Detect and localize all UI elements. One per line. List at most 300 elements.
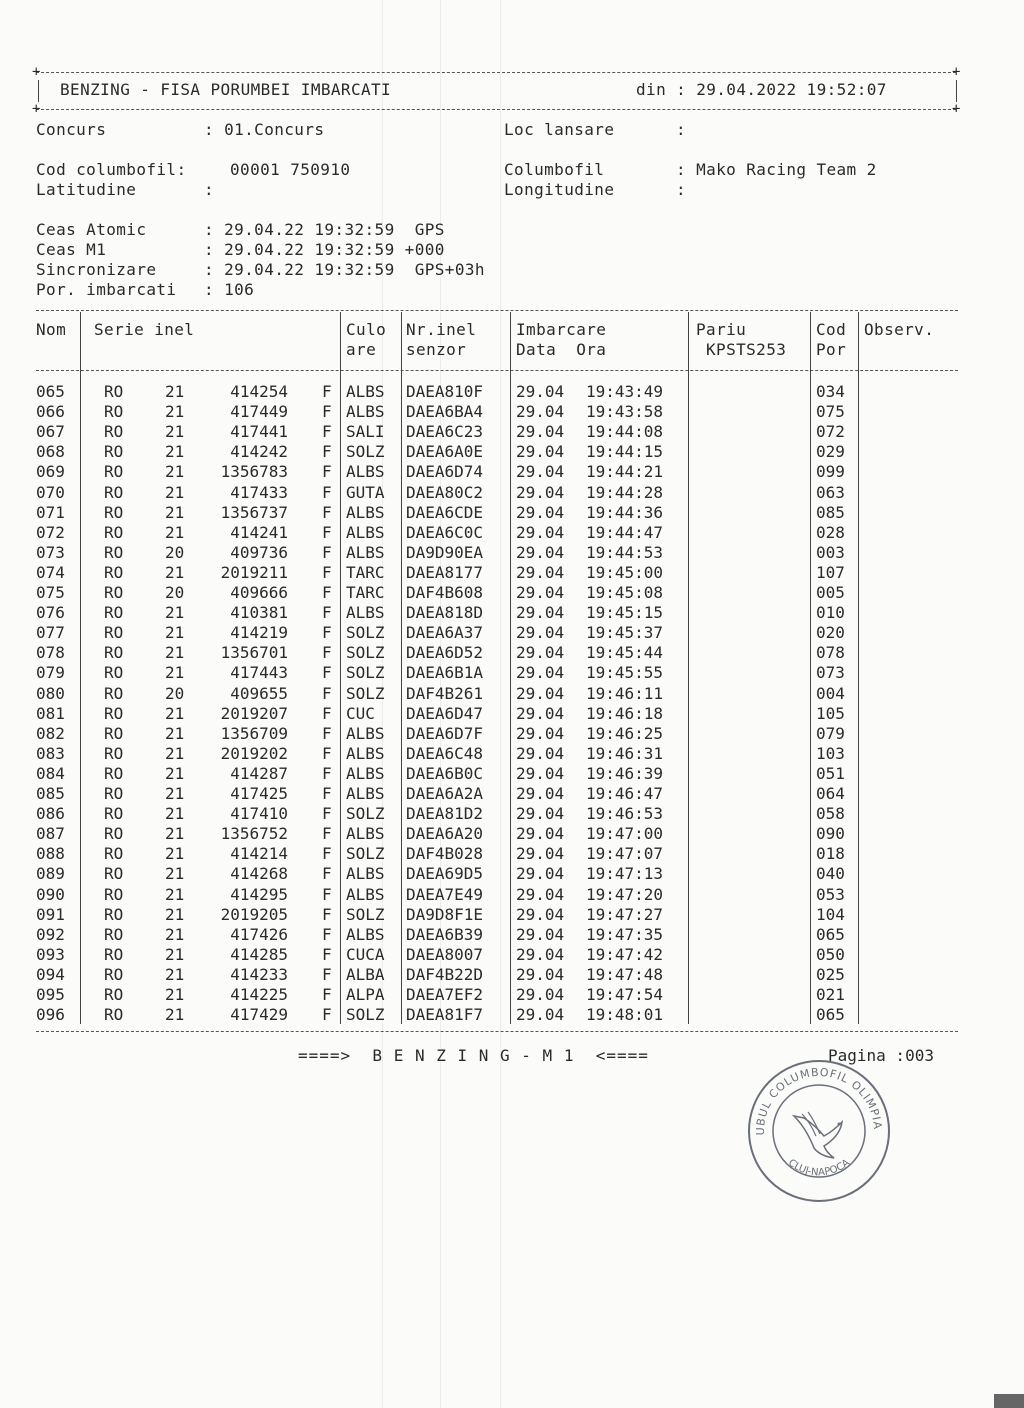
cell-inel: 417433 — [230, 482, 288, 502]
cell-culoare: SOLZ — [346, 663, 385, 683]
cell-senzor: DAEA6C48 — [406, 743, 484, 763]
cell-sex: F — [322, 743, 332, 763]
cell-ora: 19:46:25 — [586, 723, 664, 743]
cell-culoare: SOLZ — [346, 844, 385, 864]
cod-columbofil-label: Cod columbofil: — [36, 160, 187, 179]
cell-tara: RO — [104, 904, 124, 924]
cell-cod-por: 028 — [816, 522, 845, 542]
cell-data: 29.04 — [516, 422, 565, 442]
cell-an: 20 — [165, 683, 185, 703]
concurs-value: : 01.Concurs — [204, 120, 325, 139]
cell-an: 21 — [165, 462, 185, 482]
cell-senzor: DAEA8007 — [406, 944, 484, 964]
cell-tara: RO — [104, 583, 124, 602]
cell-inel: 409736 — [230, 542, 288, 562]
cell-tara: RO — [104, 382, 124, 401]
cell-nom: 092 — [36, 924, 65, 944]
cell-sex: F — [322, 603, 332, 623]
cell-data: 29.04 — [516, 663, 565, 683]
cell-nom: 091 — [36, 904, 65, 924]
ceas-atomic-label: Ceas Atomic — [36, 220, 147, 239]
cell-cod-por: 064 — [816, 784, 845, 803]
cell-sex: F — [322, 502, 332, 522]
cell-culoare: ALBS — [346, 502, 385, 522]
cell-cod-por: 004 — [816, 683, 845, 703]
cell-inel: 414214 — [230, 844, 288, 864]
cell-tara: RO — [104, 924, 124, 944]
table-row — [0, 925, 1024, 945]
cell-inel: 414225 — [230, 985, 288, 1004]
cell-inel: 1356701 — [220, 643, 288, 663]
col-header-nr-inel: Nr.inel — [406, 320, 477, 339]
cell-sex: F — [322, 763, 332, 783]
cell-culoare: ALBS — [346, 603, 385, 623]
svg-text:CLUJ-NAPOCA — [786, 1157, 852, 1178]
cell-ora: 19:44:08 — [586, 422, 664, 442]
cell-nom: 090 — [36, 884, 65, 904]
cell-culoare: ALBS — [346, 743, 385, 763]
cell-an: 21 — [165, 824, 185, 844]
cell-inel: 414285 — [230, 944, 288, 964]
cell-culoare: TARC — [346, 583, 385, 602]
cell-sex: F — [322, 522, 332, 542]
cell-tara: RO — [104, 804, 124, 824]
cell-senzor: DAEA81D2 — [406, 804, 484, 824]
cell-nom: 078 — [36, 643, 65, 663]
cell-an: 20 — [165, 542, 185, 562]
cell-tara: RO — [104, 663, 124, 683]
cell-tara: RO — [104, 763, 124, 783]
cell-inel: 409655 — [230, 683, 288, 703]
cell-sex: F — [322, 542, 332, 562]
cell-tara: RO — [104, 562, 124, 582]
cell-data: 29.04 — [516, 763, 565, 783]
cell-culoare: SALI — [346, 422, 385, 442]
cell-data: 29.04 — [516, 924, 565, 944]
cell-tara: RO — [104, 944, 124, 964]
table-row — [0, 724, 1024, 744]
cell-data: 29.04 — [516, 683, 565, 703]
table-row — [0, 844, 1024, 864]
cell-tara: RO — [104, 442, 124, 462]
cell-data: 29.04 — [516, 442, 565, 462]
cell-data: 29.04 — [516, 382, 565, 401]
cell-cod-por: 051 — [816, 763, 845, 783]
cell-an: 21 — [165, 502, 185, 522]
cell-ora: 19:46:47 — [586, 784, 664, 803]
cell-cod-por: 063 — [816, 482, 845, 502]
table-row — [0, 543, 1024, 563]
cell-an: 21 — [165, 743, 185, 763]
cell-nom: 070 — [36, 482, 65, 502]
cell-nom: 089 — [36, 864, 65, 884]
cell-nom: 083 — [36, 743, 65, 763]
cell-tara: RO — [104, 643, 124, 663]
cell-ora: 19:46:11 — [586, 683, 664, 703]
cell-ora: 19:45:15 — [586, 603, 664, 623]
cell-inel: 2019202 — [220, 743, 288, 763]
cell-an: 21 — [165, 1005, 185, 1025]
cell-cod-por: 029 — [816, 442, 845, 462]
cell-nom: 066 — [36, 402, 65, 422]
cell-an: 21 — [165, 985, 185, 1004]
cell-nom: 069 — [36, 462, 65, 482]
cell-senzor: DA9D90EA — [406, 542, 484, 562]
cell-data: 29.04 — [516, 643, 565, 663]
header-bottom-rule — [36, 109, 956, 110]
table-row — [0, 382, 1024, 402]
cell-nom: 081 — [36, 703, 65, 723]
sincronizare-value: : 29.04.22 19:32:59 GPS+03h — [204, 260, 485, 279]
cell-ora: 19:47:00 — [586, 824, 664, 844]
footer-banner: ====> B E N Z I N G - M 1 <==== — [298, 1046, 649, 1065]
cell-nom: 072 — [36, 522, 65, 542]
latitudine-label: Latitudine — [36, 180, 137, 199]
cell-senzor: DAEA6B0C — [406, 763, 484, 783]
cell-inel: 414268 — [230, 864, 288, 884]
cell-sex: F — [322, 784, 332, 803]
cell-data: 29.04 — [516, 462, 565, 482]
table-row — [0, 523, 1024, 543]
table-row — [0, 643, 1024, 663]
cell-nom: 080 — [36, 683, 65, 703]
table-row — [0, 804, 1024, 824]
cell-culoare: SOLZ — [346, 683, 385, 703]
cell-an: 21 — [165, 623, 185, 643]
cell-data: 29.04 — [516, 844, 565, 864]
cell-sex: F — [322, 804, 332, 824]
page-number: Pagina :003 — [828, 1046, 934, 1065]
cell-ora: 19:44:36 — [586, 502, 664, 522]
cell-cod-por: 020 — [816, 623, 845, 643]
table-row — [0, 885, 1024, 905]
cell-sex: F — [322, 904, 332, 924]
cell-cod-por: 073 — [816, 663, 845, 683]
table-row — [0, 824, 1024, 844]
cell-nom: 073 — [36, 542, 65, 562]
cell-sex: F — [322, 703, 332, 723]
cell-sex: F — [322, 844, 332, 864]
cell-senzor: DAEA6A2A — [406, 784, 484, 803]
ceas-atomic-value: : 29.04.22 19:32:59 GPS — [204, 220, 445, 239]
cell-culoare: GUTA — [346, 482, 385, 502]
cell-data: 29.04 — [516, 784, 565, 803]
scan-corner-mark — [994, 1394, 1024, 1408]
svg-text:CLUBUL COLUMBOFIL OLIMPIA 04 — [744, 1056, 884, 1135]
cell-ora: 19:47:54 — [586, 985, 664, 1004]
cell-cod-por: 085 — [816, 502, 845, 522]
cell-an: 21 — [165, 422, 185, 442]
sincronizare-label: Sincronizare — [36, 260, 157, 279]
cell-ora: 19:47:48 — [586, 964, 664, 984]
cell-cod-por: 065 — [816, 1005, 845, 1025]
cell-sex: F — [322, 944, 332, 964]
cell-ora: 19:44:15 — [586, 442, 664, 462]
cell-inel: 417429 — [230, 1005, 288, 1025]
cell-culoare: ALBS — [346, 522, 385, 542]
table-row — [0, 1005, 1024, 1025]
concurs-label: Concurs — [36, 120, 107, 139]
cell-an: 21 — [165, 522, 185, 542]
col-header-data-ora: Data Ora — [516, 340, 607, 359]
cell-ora: 19:47:20 — [586, 884, 664, 904]
cell-inel: 414241 — [230, 522, 288, 542]
cell-nom: 088 — [36, 844, 65, 864]
stamp-seal-icon — [744, 1056, 894, 1206]
cell-data: 29.04 — [516, 884, 565, 904]
cell-culoare: SOLZ — [346, 643, 385, 663]
cell-cod-por: 034 — [816, 382, 845, 401]
cell-data: 29.04 — [516, 583, 565, 602]
cell-tara: RO — [104, 1005, 124, 1025]
cell-inel: 417449 — [230, 402, 288, 422]
table-row — [0, 744, 1024, 764]
table-row — [0, 663, 1024, 683]
club-stamp — [744, 1056, 894, 1206]
cell-culoare: ALBS — [346, 382, 385, 401]
cell-senzor: DAEA6B1A — [406, 663, 484, 683]
cell-inel: 417441 — [230, 422, 288, 442]
cell-nom: 065 — [36, 382, 65, 401]
col-header-por: Por — [816, 340, 847, 359]
cell-culoare: ALBS — [346, 884, 385, 904]
table-row — [0, 422, 1024, 442]
cod-columbofil-value: 00001 750910 — [230, 160, 351, 179]
ceas-m1-value: : 29.04.22 19:32:59 +000 — [204, 240, 445, 259]
cell-inel: 1356783 — [220, 462, 288, 482]
cell-senzor: DAEA6D52 — [406, 643, 484, 663]
cell-data: 29.04 — [516, 522, 565, 542]
cell-inel: 417443 — [230, 663, 288, 683]
cell-ora: 19:43:58 — [586, 402, 664, 422]
col-header-cod: Cod — [816, 320, 847, 339]
cell-culoare: SOLZ — [346, 1005, 385, 1025]
cell-nom: 094 — [36, 964, 65, 984]
cell-senzor: DAEA81F7 — [406, 1005, 484, 1025]
cell-cod-por: 040 — [816, 864, 845, 884]
cell-data: 29.04 — [516, 502, 565, 522]
cell-ora: 19:46:39 — [586, 763, 664, 783]
cell-nom: 067 — [36, 422, 65, 442]
cell-culoare: ALBS — [346, 402, 385, 422]
cell-inel: 414254 — [230, 382, 288, 401]
cell-cod-por: 053 — [816, 884, 845, 904]
cell-senzor: DAEA7EF2 — [406, 985, 484, 1004]
loc-lansare-label: Loc lansare — [504, 120, 615, 139]
cell-cod-por: 105 — [816, 703, 845, 723]
cell-tara: RO — [104, 522, 124, 542]
cell-inel: 414219 — [230, 623, 288, 643]
cell-tara: RO — [104, 864, 124, 884]
cell-culoare: TARC — [346, 562, 385, 582]
cell-cod-por: 107 — [816, 562, 845, 582]
cell-senzor: DAF4B22D — [406, 964, 484, 984]
cell-nom: 068 — [36, 442, 65, 462]
cell-tara: RO — [104, 884, 124, 904]
cell-cod-por: 078 — [816, 643, 845, 663]
table-row — [0, 704, 1024, 724]
cell-sex: F — [322, 482, 332, 502]
cell-an: 21 — [165, 663, 185, 683]
cell-culoare: CUC — [346, 703, 375, 723]
table-row — [0, 945, 1024, 965]
cell-nom: 074 — [36, 562, 65, 582]
cell-an: 21 — [165, 864, 185, 884]
cell-inel: 414233 — [230, 964, 288, 984]
cell-senzor: DAEA80C2 — [406, 482, 484, 502]
cell-senzor: DAEA6B39 — [406, 924, 484, 944]
table-row — [0, 684, 1024, 704]
cell-nom: 076 — [36, 603, 65, 623]
cell-inel: 2019207 — [220, 703, 288, 723]
cell-sex: F — [322, 643, 332, 663]
cell-cod-por: 018 — [816, 844, 845, 864]
cell-data: 29.04 — [516, 703, 565, 723]
cell-senzor: DAEA69D5 — [406, 864, 484, 884]
table-row — [0, 623, 1024, 643]
porumbei-imbarcati-value: : 106 — [204, 280, 255, 299]
cell-sex: F — [322, 924, 332, 944]
cell-cod-por: 065 — [816, 924, 845, 944]
cell-senzor: DAEA7E49 — [406, 884, 484, 904]
cell-tara: RO — [104, 402, 124, 422]
cell-tara: RO — [104, 502, 124, 522]
cell-cod-por: 075 — [816, 402, 845, 422]
document-date: din : 29.04.2022 19:52:07 — [636, 80, 887, 99]
cell-sex: F — [322, 583, 332, 602]
col-header-serie-inel: Serie inel — [94, 320, 195, 339]
col-header-senzor: senzor — [406, 340, 467, 359]
cell-senzor: DAEA810F — [406, 382, 484, 401]
table-row — [0, 462, 1024, 482]
cell-an: 21 — [165, 703, 185, 723]
table-row — [0, 905, 1024, 925]
cell-senzor: DAEA6C0C — [406, 522, 484, 542]
cell-ora: 19:44:47 — [586, 522, 664, 542]
table-top-rule — [36, 310, 958, 311]
cell-culoare: ALBS — [346, 542, 385, 562]
cell-senzor: DAEA6A0E — [406, 442, 484, 462]
header-top-rule — [36, 72, 956, 73]
table-row — [0, 583, 1024, 603]
cell-tara: RO — [104, 743, 124, 763]
cell-nom: 096 — [36, 1005, 65, 1025]
cell-tara: RO — [104, 824, 124, 844]
cell-sex: F — [322, 824, 332, 844]
cell-an: 21 — [165, 924, 185, 944]
cell-cod-por: 005 — [816, 583, 845, 602]
cell-sex: F — [322, 723, 332, 743]
cell-data: 29.04 — [516, 542, 565, 562]
cell-cod-por: 010 — [816, 603, 845, 623]
header-right-border — [956, 80, 957, 102]
cell-nom: 087 — [36, 824, 65, 844]
col-header-pariu-code: KPSTS253 — [706, 340, 787, 359]
table-row — [0, 985, 1024, 1005]
cell-sex: F — [322, 422, 332, 442]
cell-nom: 084 — [36, 763, 65, 783]
cell-senzor: DAEA6C23 — [406, 422, 484, 442]
cell-an: 21 — [165, 643, 185, 663]
cell-an: 21 — [165, 402, 185, 422]
cell-ora: 19:47:27 — [586, 904, 664, 924]
cell-senzor: DAEA6A20 — [406, 824, 484, 844]
cell-an: 21 — [165, 784, 185, 803]
cell-data: 29.04 — [516, 1005, 565, 1025]
table-row — [0, 784, 1024, 804]
cell-tara: RO — [104, 784, 124, 803]
cell-an: 21 — [165, 442, 185, 462]
cell-sex: F — [322, 663, 332, 683]
cell-senzor: DAF4B028 — [406, 844, 484, 864]
cell-ora: 19:44:53 — [586, 542, 664, 562]
columbofil-label: Columbofil — [504, 160, 605, 179]
cell-tara: RO — [104, 964, 124, 984]
cell-sex: F — [322, 562, 332, 582]
cell-culoare: SOLZ — [346, 804, 385, 824]
cell-inel: 409666 — [230, 583, 288, 602]
cell-nom: 079 — [36, 663, 65, 683]
cell-ora: 19:44:28 — [586, 482, 664, 502]
cell-cod-por: 079 — [816, 723, 845, 743]
header-corner: + — [32, 101, 41, 117]
cell-an: 21 — [165, 723, 185, 743]
table-row — [0, 483, 1024, 503]
cell-ora: 19:45:00 — [586, 562, 664, 582]
cell-nom: 086 — [36, 804, 65, 824]
cell-cod-por: 003 — [816, 542, 845, 562]
cell-tara: RO — [104, 482, 124, 502]
cell-culoare: ALBS — [346, 784, 385, 803]
cell-senzor: DAEA6BA4 — [406, 402, 484, 422]
cell-sex: F — [322, 623, 332, 643]
cell-sex: F — [322, 985, 332, 1004]
cell-inel: 1356752 — [220, 824, 288, 844]
cell-data: 29.04 — [516, 904, 565, 924]
header-corner: + — [952, 64, 961, 80]
cell-culoare: ALBS — [346, 723, 385, 743]
cell-sex: F — [322, 382, 332, 401]
cell-an: 21 — [165, 482, 185, 502]
cell-cod-por: 058 — [816, 804, 845, 824]
cell-an: 21 — [165, 944, 185, 964]
cell-nom: 077 — [36, 623, 65, 643]
cell-culoare: SOLZ — [346, 904, 385, 924]
cell-culoare: SOLZ — [346, 623, 385, 643]
cell-inel: 414295 — [230, 884, 288, 904]
columbofil-value: : Mako Racing Team 2 — [676, 160, 877, 179]
table-row — [0, 965, 1024, 985]
table-row — [0, 764, 1024, 784]
latitudine-value: : — [204, 180, 215, 199]
cell-tara: RO — [104, 422, 124, 442]
col-header-pariu: Pariu — [696, 320, 747, 339]
cell-data: 29.04 — [516, 964, 565, 984]
cell-culoare: ALBS — [346, 763, 385, 783]
cell-ora: 19:45:44 — [586, 643, 664, 663]
ceas-m1-label: Ceas M1 — [36, 240, 107, 259]
cell-an: 21 — [165, 904, 185, 924]
cell-inel: 414242 — [230, 442, 288, 462]
cell-culoare: SOLZ — [346, 442, 385, 462]
cell-inel: 2019205 — [220, 904, 288, 924]
cell-an: 21 — [165, 382, 185, 401]
cell-an: 21 — [165, 884, 185, 904]
cell-sex: F — [322, 442, 332, 462]
cell-data: 29.04 — [516, 824, 565, 844]
col-header-observatii: Observ. — [864, 320, 935, 339]
longitudine-label: Longitudine — [504, 180, 615, 199]
